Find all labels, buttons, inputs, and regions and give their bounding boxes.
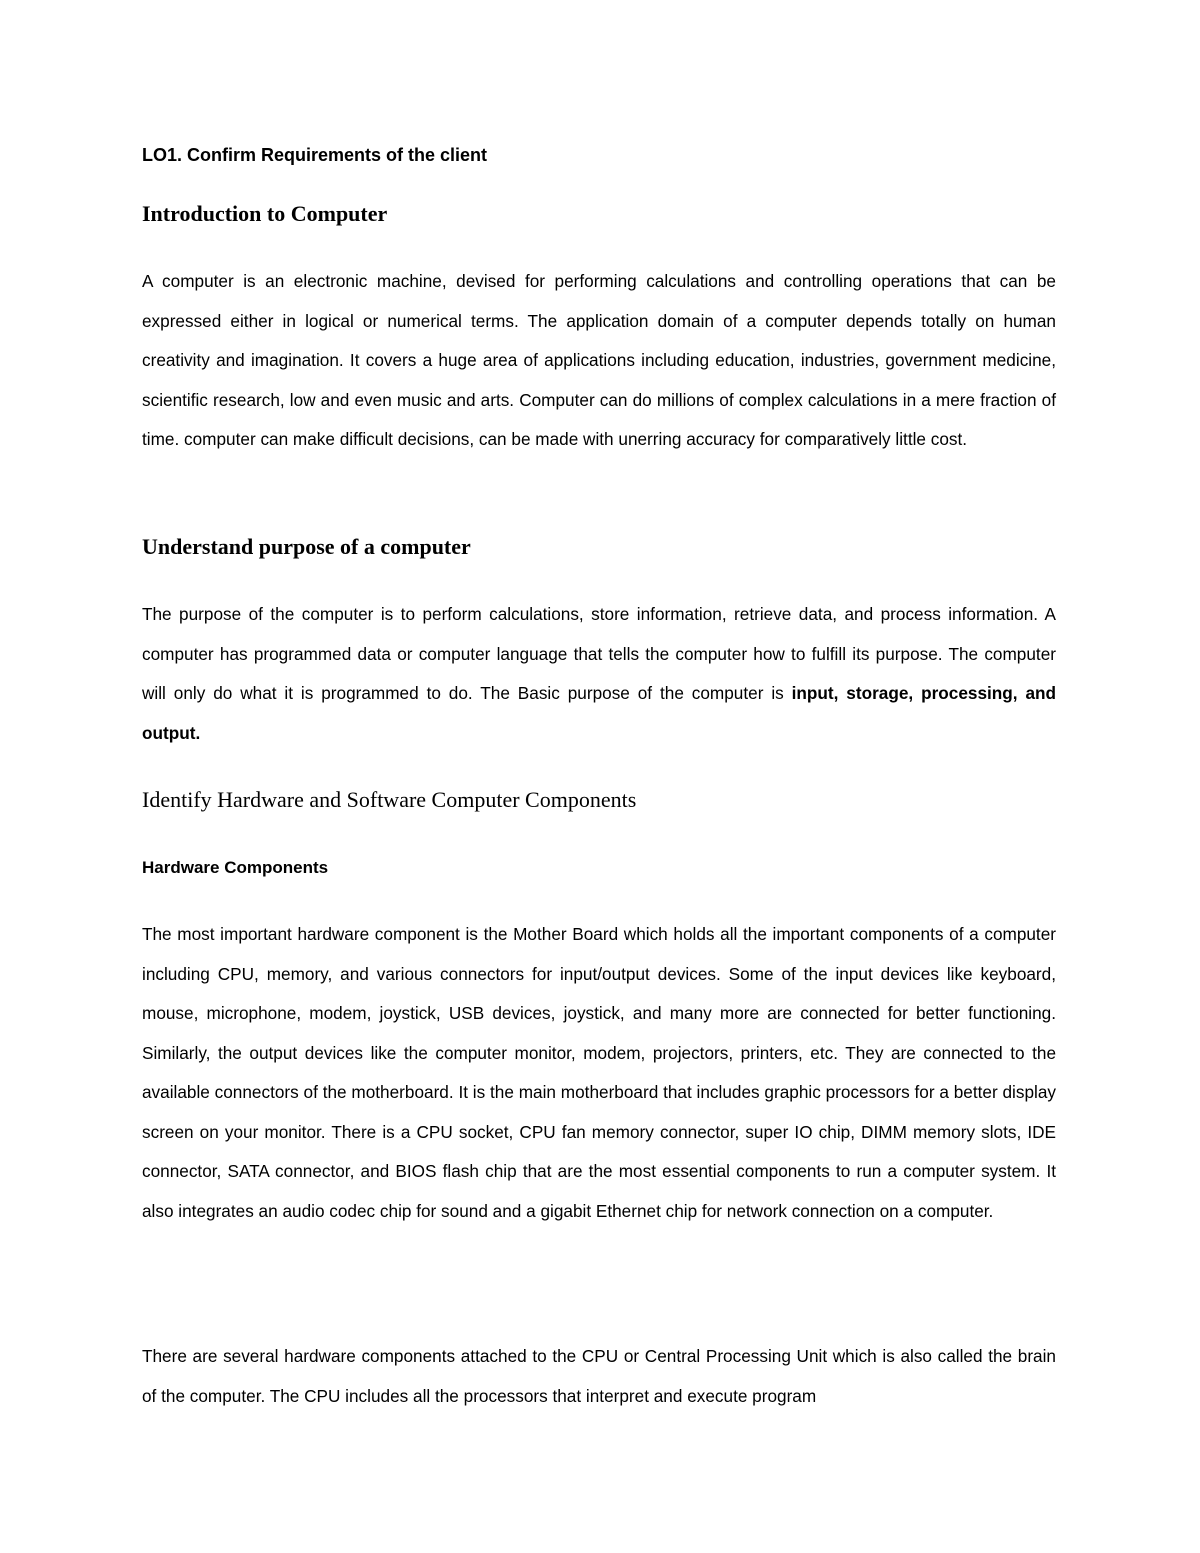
intro-heading: Introduction to Computer: [142, 201, 388, 226]
identify-heading: Identify Hardware and Software Computer Components: [142, 787, 637, 812]
purpose-heading: Understand purpose of a computer: [142, 534, 471, 559]
hardware-heading: Hardware Components: [142, 858, 329, 877]
purpose-paragraph-bold: input, storage, processing, and output.: [142, 683, 1057, 743]
learning-outcome-title: LO1. Confirm Requirements of the client: [142, 145, 488, 165]
purpose-paragraph: [142, 595, 1056, 753]
hardware-paragraph-1: The most important hardware component is the Mother Board which holds all the important components of a computer including CPU, memory, and various connectors for input/output devices. Some of the input devices like keyboard, mouse, microphone, modem, joystick, USB devices, joystick, and many more are connected for better functioning. Similarly, the output devices like the computer monitor, modem, projectors, printers, etc. They are connected to the available connectors of the motherboard. It is the main motherboard that includes graphic processors for a better display screen on your monitor. There is a CPU socket, CPU fan memory connector, super IO chip, DIMM memory slots, IDE connector, SATA connector, and BIOS flash chip that are the most essential components to run a computer system. It also integrates an audio codec chip for sound and a gigabit Ethernet chip for network connection on a computer.: [142, 924, 1056, 1221]
hardware-paragraph-2: There are several hardware components attached to the CPU or Central Processing Unit which is also called the brain of the computer. The CPU includes all the processors that interpret and execute program: [142, 1346, 1056, 1406]
intro-paragraph: A computer is an electronic machine, devised for performing calculations and controlling operations that can be expressed either in logical or numerical terms. The application domain of a computer depends totally on human creativity and imagination. It covers a huge area of applications including education, industries, government medicine, scientific research, low and even music and arts. Computer can do millions of complex calculations in a mere fraction of time. computer can make difficult decisions, can be made with unerring accuracy for comparatively little cost.: [142, 271, 1056, 449]
purpose-paragraph-text: The purpose of the computer is to perform calculations, store information, retrieve data, and process information. A computer has programmed data or computer language that tells the computer how to fulfill its purpose. The computer will only do what it is programmed to do. The Basic purpose of the computer is: [142, 604, 1056, 703]
